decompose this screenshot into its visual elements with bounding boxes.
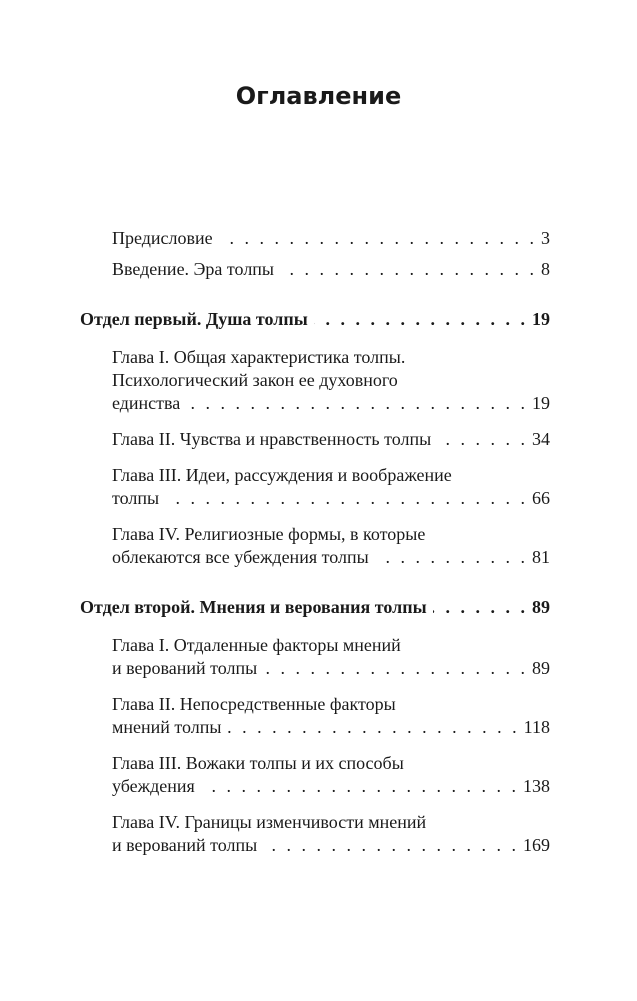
toc-chapter-2-1[interactable] bbox=[80, 634, 550, 680]
page-number: 169 bbox=[523, 835, 550, 855]
dot-leader bbox=[186, 392, 528, 415]
page-number: 81 bbox=[532, 547, 550, 567]
chapter-line: Глава IV. Границы изменчивости мнений bbox=[112, 812, 427, 832]
page-number: 89 bbox=[532, 597, 550, 617]
page-number: 118 bbox=[523, 717, 550, 737]
chapter-line: мнений толпы bbox=[112, 717, 222, 737]
chapter-line: и верований толпы bbox=[112, 835, 258, 855]
entry-title: Введение. Эра толпы bbox=[112, 259, 275, 279]
toc-chapter-2-2[interactable] bbox=[80, 693, 550, 739]
table-of-contents bbox=[80, 223, 550, 857]
toc-chapter-1-2[interactable] bbox=[80, 428, 550, 451]
chapter-line: облекаются все убеждения толпы bbox=[112, 547, 369, 567]
toc-entry-introduction[interactable] bbox=[80, 258, 550, 281]
page-number: 19 bbox=[532, 393, 550, 413]
toc-entry-preface[interactable] bbox=[80, 227, 550, 250]
chapter-line: Глава IV. Религиозные формы, в которые bbox=[112, 524, 426, 544]
dot-leader bbox=[201, 775, 519, 798]
chapter-line: толпы bbox=[112, 488, 160, 508]
dot-leader bbox=[165, 487, 528, 510]
page-number: 8 bbox=[541, 259, 550, 279]
dot-leader bbox=[314, 308, 528, 331]
chapter-line: Глава II. Непосредственные факторы bbox=[112, 694, 396, 714]
chapter-line: Глава III. Идеи, рассуждения и воображение bbox=[112, 465, 452, 485]
toc-part-2[interactable] bbox=[80, 596, 550, 619]
toc-chapter-2-4[interactable] bbox=[80, 811, 550, 857]
chapter-line: убеждения bbox=[112, 776, 195, 796]
dot-leader bbox=[375, 546, 528, 569]
part-title: Отдел второй. Мнения и верования толпы bbox=[80, 597, 427, 617]
dot-leader bbox=[280, 258, 537, 281]
toc-chapter-1-3[interactable] bbox=[80, 464, 550, 510]
chapter-line: и верований толпы bbox=[112, 658, 258, 678]
page-number: 138 bbox=[523, 776, 550, 796]
page-number: 89 bbox=[532, 658, 550, 678]
page-number: 34 bbox=[532, 429, 550, 449]
dot-leader bbox=[263, 834, 519, 857]
dot-leader bbox=[219, 227, 537, 250]
chapter-line: единства bbox=[112, 393, 181, 413]
dot-leader bbox=[228, 716, 520, 739]
page-number: 19 bbox=[532, 309, 550, 329]
entry-title: Предисловие bbox=[112, 228, 213, 248]
toc-part-1[interactable] bbox=[80, 308, 550, 331]
chapter-line: Глава I. Общая характеристика толпы. bbox=[112, 347, 406, 367]
dot-leader bbox=[263, 657, 528, 680]
chapter-line: Психологический закон ее духовного bbox=[112, 370, 398, 390]
toc-chapter-1-1[interactable] bbox=[80, 346, 550, 415]
dot-leader bbox=[437, 428, 528, 451]
chapter-line: Глава II. Чувства и нравственность толпы bbox=[112, 429, 432, 449]
page-title: Оглавление bbox=[235, 82, 402, 110]
page-number: 66 bbox=[532, 488, 550, 508]
chapter-line: Глава III. Вожаки толпы и их способы bbox=[112, 753, 404, 773]
toc-chapter-1-4[interactable] bbox=[80, 523, 550, 569]
dot-leader bbox=[433, 596, 528, 619]
page-number: 3 bbox=[541, 228, 550, 248]
part-title: Отдел первый. Душа толпы bbox=[80, 309, 308, 329]
chapter-line: Глава I. Отдаленные факторы мнений bbox=[112, 635, 401, 655]
toc-chapter-2-3[interactable] bbox=[80, 752, 550, 798]
